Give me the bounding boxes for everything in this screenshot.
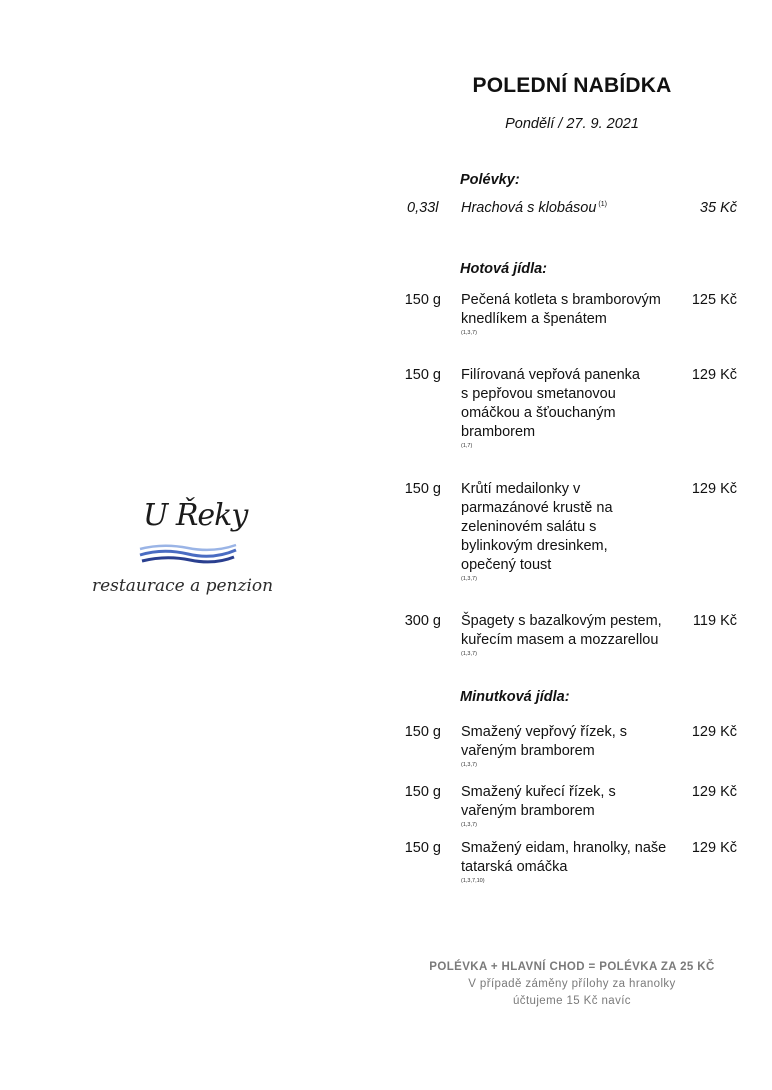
item-name: Smažený eidam, hranolky, naše tatarská omáčka (1,3,7,10) (461, 839, 676, 885)
item-price: 129 Kč (691, 784, 737, 800)
item-price: 129 Kč (691, 724, 737, 740)
item-allergens: (1,3,7,10) (461, 878, 485, 884)
item-allergens: (1,3,7) (461, 822, 477, 828)
section-ready-meals: Hotová jídla: (460, 261, 548, 277)
item-quantity: 150 g (404, 840, 441, 856)
item-allergens: (1) (598, 201, 607, 209)
menu-date: Pondělí / 27. 9. 2021 (505, 116, 639, 132)
page-title: POLEDNÍ NABÍDKA (472, 74, 672, 97)
item-quantity: 150 g (404, 367, 441, 383)
logo-subtitle: restaurace a penzion (92, 576, 274, 596)
item-name: Krůtí medailonky v parmazánové krustě na zeleninovém salátu s bylinkovým dresinkem, opečený toust (1,3,7) (461, 480, 636, 583)
section-soups: Polévky: (460, 172, 520, 188)
item-name: Smažený vepřový řízek, s vařeným bramborem (1,3,7) (461, 723, 641, 769)
logo-name: U Řeky (143, 498, 248, 533)
footer-note-line1: V případě záměny přílohy za hranolky (468, 978, 676, 990)
item-price: 129 Kč (691, 840, 737, 856)
menu-footer (400, 959, 744, 1010)
item-name: Špagety s bazalkovým pestem, kuřecím masem a mozzarellou (1,3,7) (461, 612, 666, 658)
item-allergens: (1,3,7) (461, 330, 477, 336)
item-name: Pečená kotleta s bramborovým knedlíkem a špenátem (1,3,7) (461, 291, 671, 337)
item-name: Hrachová s klobásou $^{(1)}$ (461, 200, 607, 216)
item-price: 129 Kč (691, 367, 737, 383)
item-allergens: (1,3,7) (461, 576, 477, 582)
item-name: Filírovaná vepřová panenka s pepřovou smetanovou omáčkou a šťouchaným bramborem (1,7) (461, 366, 651, 450)
footer-note-line2: účtujeme 15 Kč navíc (513, 995, 631, 1007)
restaurant-logo (88, 498, 293, 610)
item-allergens: (1,7) (461, 443, 473, 449)
item-price: 119 Kč (692, 613, 737, 629)
waves-icon (138, 541, 238, 567)
item-price: 125 Kč (691, 292, 737, 308)
item-name: Smažený kuřecí řízek, s vařeným bramborem (1,3,7) (461, 783, 641, 829)
item-allergens: (1,3,7) (461, 762, 477, 768)
section-minute-meals: Minutková jídla: (460, 689, 570, 705)
item-price: 35 Kč (699, 200, 737, 216)
item-quantity: 150 g (404, 724, 441, 740)
item-quantity: 300 g (404, 613, 441, 629)
item-allergens: (1,3,7) (461, 651, 477, 657)
item-price: 129 Kč (691, 481, 737, 497)
item-quantity: 150 g (404, 292, 441, 308)
item-quantity: 150 g (404, 481, 441, 497)
footer-offer: POLÉVKA + HLAVNÍ CHOD = POLÉVKA ZA 25 KČ (429, 961, 715, 973)
item-quantity: 150 g (404, 784, 441, 800)
item-quantity: 0,33l (407, 200, 439, 216)
